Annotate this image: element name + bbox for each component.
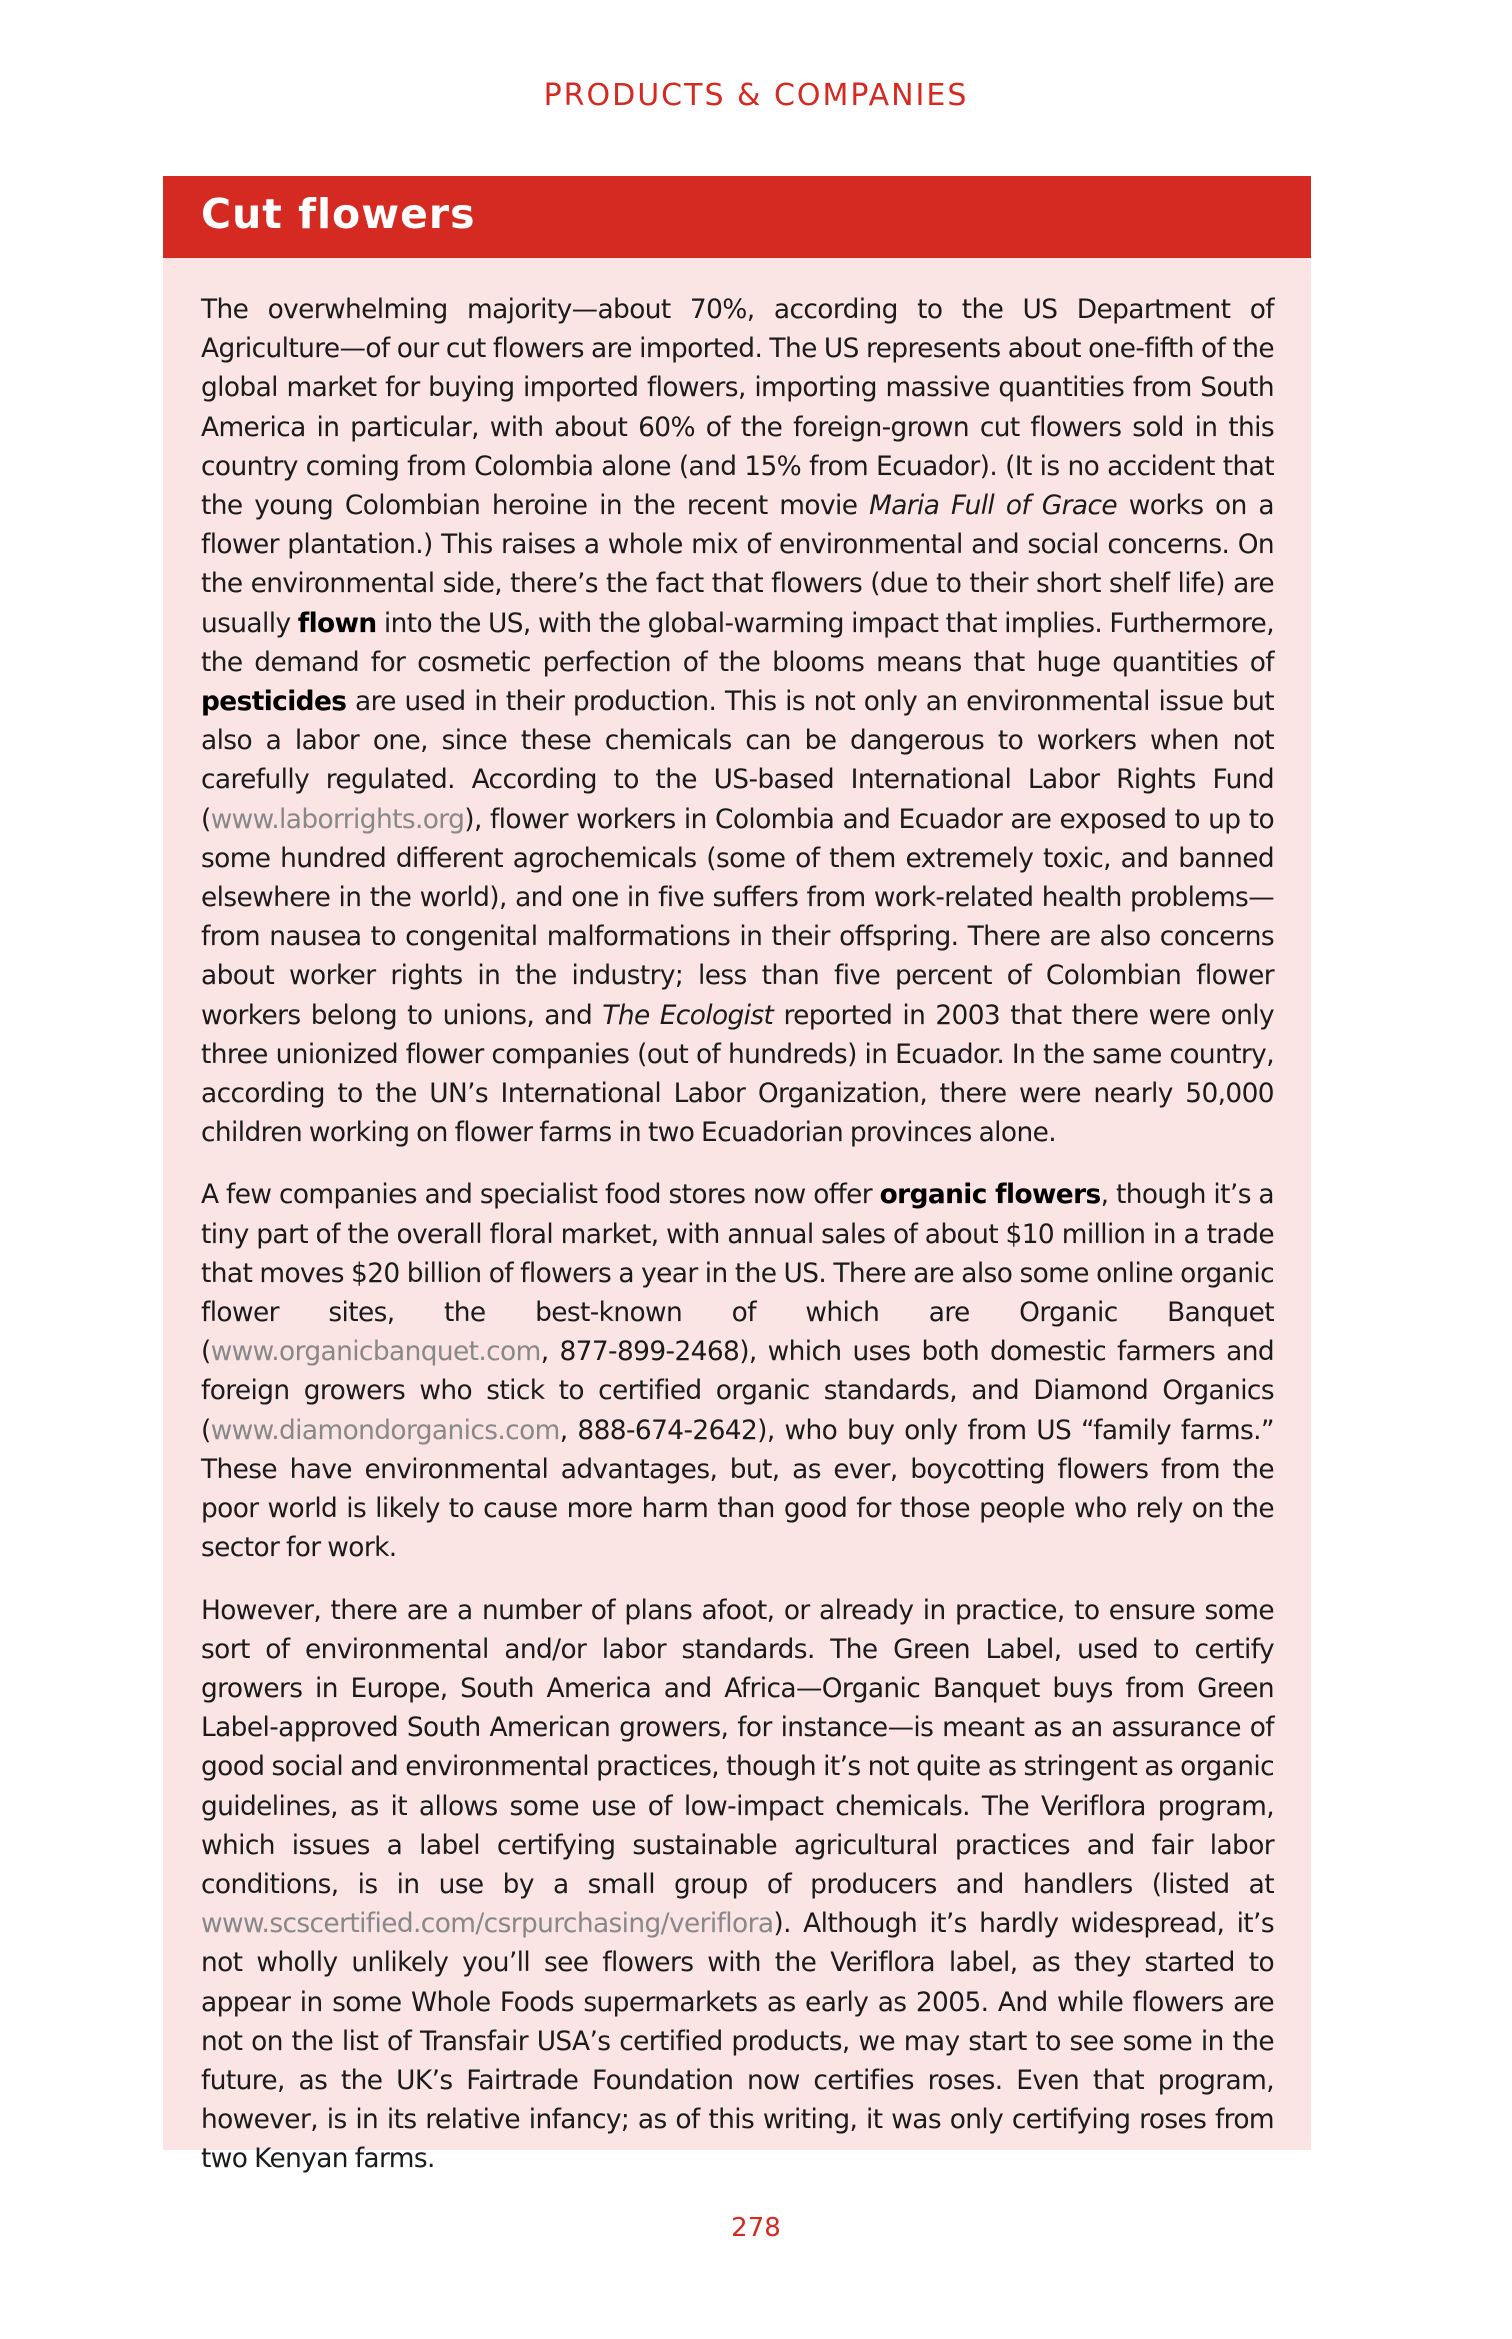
text-run: ), flower workers in Colombia and Ecuador are exposed to up to some hundred different agrochemicals (some of them extremely toxic, and banned elsewhere in the world), and one in five suffers from work-related health problems—from nausea to congenital malformations in their offspring. There are also concerns about worker rights in the industry; less than five percent of Colombian flower workers belong to unions, and [201, 803, 1274, 1031]
paragraph-2 [201, 1175, 1274, 1567]
text-run: into the US, with the global-warming impact that implies. Furthermore, the demand for cosmetic perfection of the blooms means that huge quantities of [201, 607, 1274, 678]
paragraph-3 [201, 1591, 1274, 2179]
box-title: Cut flowers [201, 190, 476, 238]
keyword-flown: flown [297, 607, 377, 639]
box-header [163, 176, 1311, 258]
text-run: , 888-674-2642), who buy only from US “family farms.” These have environmental advantages, but, as ever, boycotting flowers from the poor world is likely to cause more harm than good for those people who rely on the sector for work. [201, 1414, 1274, 1564]
text-run: , though it’s a tiny part of the overall floral market, with annual sales of about $10 million in a trade that moves $20 billion of flowers a year in the US. There are also some online organic flower sites, the best-known of which are Organic Banquet ( [201, 1179, 1275, 1368]
text-run: However, there are a number of plans afoot, or already in practice, to ensure some sort of environmental and/or labor standards. The Green Label, used to certify growers in Europe, South America and Africa—Organic Banquet buys from Green Label-approved South American growers, for instance—is meant as an assurance of good social and environmental practices, though it’s not quite as stringent as organic guidelines, as it allows some use of low-impact chemicals. The Veriflora program, which issues a label certifying sustainable agricultural practices and fair labor conditions, is in use by a small group of producers and handlers (listed at [201, 1594, 1274, 1900]
keyword-organic-flowers: organic flowers [879, 1179, 1101, 1211]
url-laborrights[interactable]: www.laborrights.org [210, 803, 465, 835]
text-run: A few companies and specialist food stores now offer [201, 1179, 880, 1211]
movie-title: Maria Full of Grace [869, 490, 1118, 522]
running-head: PRODUCTS & COMPANIES [543, 78, 969, 113]
text-run: works on a flower plantation.) This raises a whole mix of environmental and social concerns. On the environmental side, there’s the fact that flowers (due to their short shelf life) are usually [201, 490, 1274, 639]
magazine-title: The Ecologist [602, 999, 774, 1031]
keyword-pesticides: pesticides [201, 686, 347, 718]
text-run: ). Although it’s hardly widespread, it’s not wholly unlikely you’ll see flowers with the Veriflora label, as they started to appear in some Whole Foods supermarkets as early as 2005. And while flowers are not on the list of Transfair USA’s certified products, we may start to see some in the future, as the UK’s Fairtrade Foundation now certifies roses. Even that program, however, is in its relative infancy; as of this writing, it was only certifying roses from two Kenyan farms. [201, 1908, 1274, 2175]
text-run: The overwhelming majority—about 70%, according to the US Department of Agriculture—of our cut flowers are imported. The US represents about one-fifth of the global market for buying imported flowers, importing massive quantities from South America in particular, with about 60% of the foreign-grown cut flowers sold in this country coming from Colombia alone (and 15% from Ecuador). (It is no accident that the young Colombian heroine in the recent movie [201, 294, 1274, 522]
text-run: are used in their production. This is not only an environmental issue but also a labor one, since these chemicals can be dangerous to workers when not carefully regulated. According to the US-based International Labor Rights Fund ( [201, 686, 1274, 835]
url-scscertified[interactable]: www.scscertified.com/csrpurchasing/veriflora [201, 1908, 774, 1940]
box-body [201, 290, 1274, 2202]
text-run: , 877-899-2468), which uses both domestic farmers and foreign growers who stick to certified organic standards, and Diamond Organics ( [201, 1336, 1274, 1446]
url-diamondorganics[interactable]: www.diamondorganics.com [210, 1414, 560, 1446]
page-number: 278 [731, 2213, 781, 2243]
text-run: reported in 2003 that there were only three unionized flower companies (out of hundreds) in Ecuador. In the same country, according to the UN’s International Labor Organization, there were nearly 50,000 children working on flower farms in two Ecuadorian provinces alone. [201, 999, 1274, 1149]
paragraph-1 [201, 290, 1274, 1152]
url-organicbanquet[interactable]: www.organicbanquet.com [210, 1336, 541, 1368]
sidebar-box [163, 176, 1311, 2175]
